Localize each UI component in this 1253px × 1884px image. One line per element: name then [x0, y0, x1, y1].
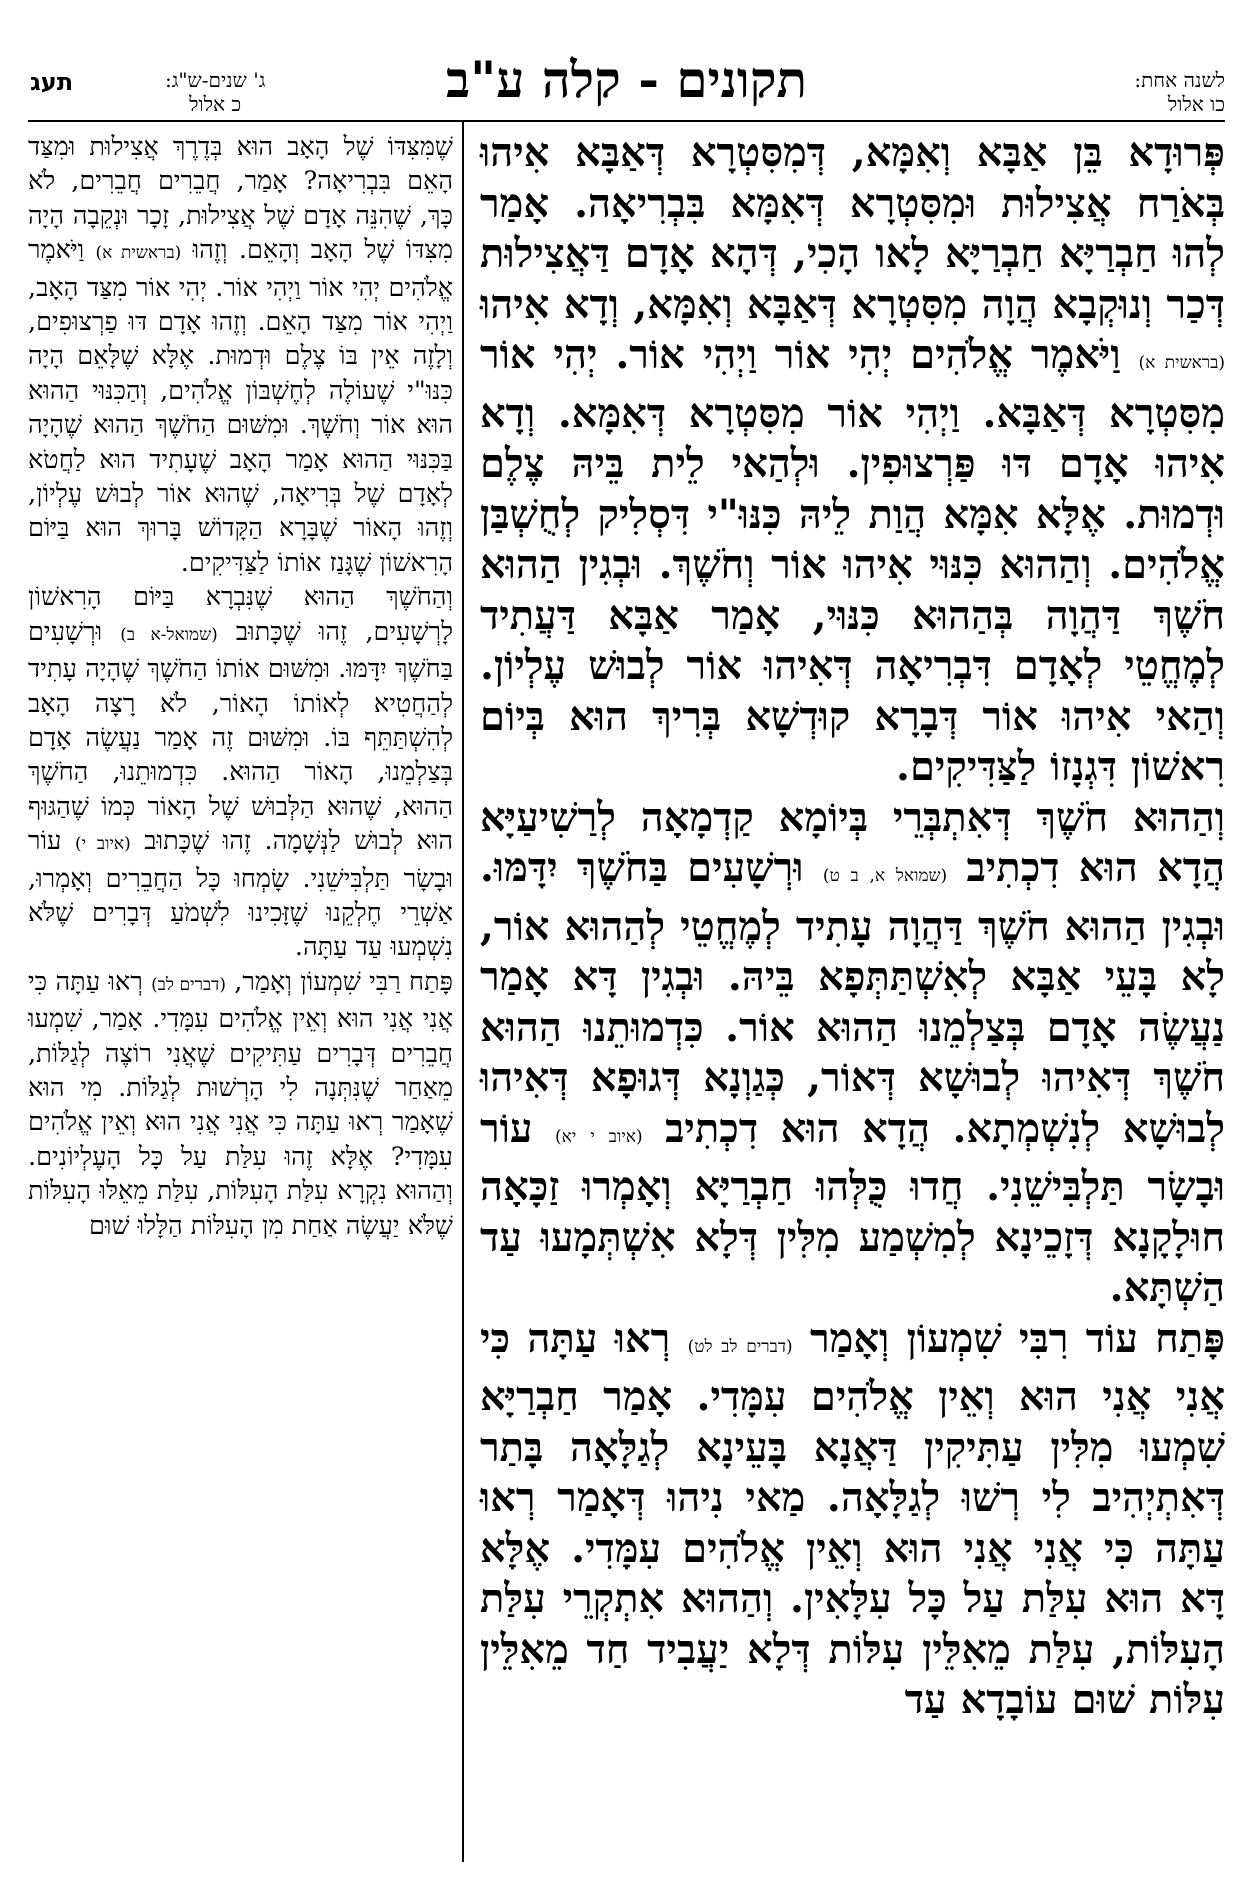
- source-citation: (בראשית א): [1138, 353, 1225, 373]
- schedule-one-year-label: לשנה אחת:: [1134, 68, 1225, 92]
- main-text-column: [480, 128, 1225, 1726]
- source-citation: (בראשית א): [95, 243, 182, 264]
- source-citation: (איוב י): [75, 834, 131, 855]
- main-text: וּרְשָׁעִים בַּחֹשֶׁךְ יִדָּמּוּ. וּבְגִין הַהוּא חֹשֶׁךְ דַּהֲוָה עָתִיד לְמֶחֱטֵי לְהַהוּא אוֹר, לָא בָּעֵי אַבָּא לְאִשְׁתַּתְּפָא בֵּיהּ. וּבְגִין דָּא אָמַר נַעֲשֶׂה אָדָם בְּצַלְמֵנוּ הַהוּא אוֹר. כִּדְמוּתֵנוּ הַהוּא חֹשֶׁךְ דְּאִיהוּ לְבוּשָׁא דְּאוֹר, כְּגַוְנָא דְּגוּפָא דְּאִיהוּ לְבוּשָׁא לְנִשְׁמְתָא. הֲדָא הוּא דִכְתִיב: [480, 844, 1225, 1152]
- schedule-three-years-date: כ אלול: [189, 92, 242, 116]
- main-text: פְּרוּדָא בֵּן אַבָּא וְאִמָּא, דְּמִסִּטְרָא דְּאַבָּא אִיהוּ בְּאֹרַח אֲצִילוּת וּמִסִּטְרָא דְּאִמָּא בִּבְרִיאָה. אָמַר לְהוּ חַבְרַיָּא חַבְרַיָּא לָאו הָכִי, דְּהָא אָדָם דַּאֲצִילוּת דְּכַר וְנוּקְבָא הֲוָה מִסִּטְרָא דְּאַבָּא וְאִמָּא, וְדָא אִיהוּ: [480, 129, 1226, 328]
- main-paragraph-3: [480, 1314, 1225, 1726]
- page-title: תקונים - קלה ע"ב: [446, 50, 807, 109]
- main-paragraph-1: [480, 128, 1225, 793]
- translation-text: וּרְשָׁעִים בַּחֹשֶׁךְ יִדָּמּוּ. וּמִשּׁוּם אוֹתוֹ הַחֹשֶׁךְ שֶׁהָיָה עָתִיד לְהַחֲטִיא לְאוֹתוֹ הָאוֹר, לֹא רָצָה הָאָב לְהִשְׁתַּתֵּף בּוֹ. וּמִשּׁוּם זֶה אָמַר נַעֲשֶׂה אָדָם בְּצַלְמֵנוּ, הָאוֹר הַהוּא. כִּדְמוּתֵנוּ, הַחֹשֶׁךְ הַהוּא, שֶׁהוּא הַלְּבוּשׁ שֶׁל הָאוֹר כְּמוֹ שֶׁהַגּוּף הוּא לְבוּשׁ לַנְּשָׁמָה. זֶהוּ שֶׁכָּתוּב: [28, 616, 454, 857]
- main-text: וַיֹּאמֶר אֱלֹהִים יְהִי אוֹר וַיְהִי אוֹר. יְהִי אוֹר מִסִּטְרָא דְּאַבָּא. וַיְהִי אוֹר מִסִּטְרָא דְּאִמָּא. וְדָא אִיהוּ אָדָם דּוּ פַּרְצוּפִין. וּלְהַאי לֵית בֵּיהּ צֶלֶם וּדְמוּת. אֶלָּא אִמָּא הֲוַת לֵיהּ כִּנּוּ"י דִּסְלִיק לְחֻשְׁבַּן אֱלֹהִים. וְהַהוּא כִּנּוּי אִיהוּ אוֹר וְחֹשֶׁךְ. וּבְגִין הַהוּא חֹשֶׁךְ דַּהֲוָה בְּהַהוּא כִּנּוּי, אָמַר אַבָּא דַּעֲתִיד לְמֶחֱטֵי לְאָדָם דִּבְרִיאָה דְּאִיהוּ אוֹר לְבוּשׁ עֶלְיוֹן. וְהַאי אִיהוּ אוֹר דְּבָרָא קוּדְשָׁא בְּרִיךְ הוּא בְּיוֹם רִאשׁוֹן דִּגְנָזוֹ לַצַּדִּיקִים.: [480, 331, 1225, 790]
- page-number: תעג: [30, 68, 74, 96]
- schedule-three-years-label: ג' שנים-ש"ג:: [165, 68, 266, 92]
- translation-paragraph-2: [28, 580, 453, 964]
- main-text: פָּתַח עוֹד רִבִּי שִׁמְעוֹן וְאָמַר: [809, 1314, 1225, 1362]
- source-citation: (דברים לב): [151, 974, 226, 995]
- main-paragraph-2: [480, 793, 1225, 1314]
- translation-text: פָּתַח רַבִּי שִׁמְעוֹן וְאָמַר,: [234, 966, 453, 997]
- translation-text: וְהַחֹשֶׁךְ הַהוּא שֶׁנִּבְרָא בַּיּוֹם הָרִאשׁוֹן לָרְשָׁעִים, זֶהוּ שֶׁכָּתוּב: [28, 582, 453, 647]
- header-rule: [28, 120, 1225, 122]
- schedule-one-year-date: כו אלול: [1167, 92, 1225, 116]
- translation-text: רְאוּ עַתָּה כִּי אֲנִי אֲנִי הוּא וְאֵין אֱלֹהִים עִמָּדִי. אָמַר, שִׁמְעוּ חֲבֵרִים דְּבָרִים עַתִּיקִים שֶׁאֲנִי רוֹצֶה לְגַלּוֹת, מֵאַחַר שֶׁנִּתְּנָה לִי הָרְשׁוּת לְגַלּוֹת. מִי הוּא שֶׁאָמַר רְאוּ עַתָּה כִּי אֲנִי אֲנִי הוּא וְאֵין אֱלֹהִים עִמָּדִי? אֶלָּא זֶהוּ עִלַּת עַל כָּל הָעֶלְיוֹנִים. וְהַהוּא נִקְרָא עִלַּת הָעִלּוֹת, עִלַּת מֵאֵלּוּ הָעִלּוֹת שֶׁלֹּא יַעֲשֶׂה אַחַת מִן הָעִלּוֹת הַלָּלוּ שׁוּם: [28, 966, 453, 1241]
- source-citation: (איוב י יא): [555, 1126, 643, 1147]
- schedule-one-year: [1134, 68, 1225, 116]
- translation-paragraph-3: [28, 965, 453, 1243]
- page-header: [0, 0, 1253, 116]
- main-text: רְאוּ עַתָּה כִּי אֲנִי אֲנִי הוּא וְאֵין אֱלֹהִים עִמָּדִי. אָמַר חַבְרַיָּא שִׁמְעוּ מִלִּין עַתִּיקִין דַּאֲנָא בָּעֵינָא לְגַלָּאָה בָּתַר דְּאִתְיְהִיב לִי רְשׁוּ לְגַלָּאָה. מַאי נִיהוּ דְּאָמַר רְאוּ עַתָּה כִּי אֲנִי אֲנִי הוּא וְאֵין אֱלֹהִים עִמָּדִי. אֶלָּא דָּא הוּא עִלַּת עַל כָּל עִלָּאִין. וְהַהוּא אִתְקְרֵי עִלַּת הָעִלּוֹת, עִלַּת מֵאִלֵּין עִלּוֹת דְּלָא יַעֲבִיד חַד מֵאִלֵּין עִלּוֹת שׁוּם עוֹבָדָא עַד: [480, 1314, 1225, 1723]
- translation-text: שֶׁמִּצִּדּוֹ שֶׁל הָאָב הוּא בְּדֶרֶךְ אֲצִילוּת וּמִצַּד הָאֵם בִּבְרִיאָה? אָמַר, חֲבֵרִים חֲבֵרִים, לֹא כָּךְ, שֶׁהִנֵּה אָדָם שֶׁל אֲצִילוּת, זָכָר וּנְקֵבָה הָיָה מִצִּדּוֹ שֶׁל הָאָב וְהָאֵם. וְזֶהוּ: [28, 132, 453, 266]
- main-text: וְהַהוּא חֹשֶׁךְ דְּאִתְבְּרֵי בְּיוֹמָא קַדְמָאָה לְרַשִׁיעַיָּא הֲדָא הוּא דִכְתִיב: [480, 793, 1225, 891]
- main-text: עוֹר וּבָשָׂר תַּלְבִּישֵׁנִי. חֲדוּ כֻּלְּהוּ חַבְרַיָּא וְאָמְרוּ זַכָּאָה חוּלָקָנָא דְּזָכֵינָא לְמִשְׁמַע מִלִּין דְּלָא אִשְׁתְּמָעוּ עַד הַשְׁתָּא.: [480, 1104, 1225, 1311]
- translation-text: וַיֹּאמֶר אֱלֹהִים יְהִי אוֹר וַיְהִי אוֹר. יְהִי אוֹר מִצַּד הָאָב, וַיְהִי אוֹר מִצַּד הָאֵם. וְזֶהוּ אָדָם דּוּ פַרְצוּפִים, וְלָזֶה אֵין בּוֹ צֶלֶם וּדְמוּת. אֶלָּא שֶׁלָּאֵם הָיָה כִּנּוּ"י שֶׁעוֹלֶה לְחֶשְׁבּוֹן אֱלֹהִים, וְהַכִּנּוּי הַהוּא הוּא אוֹר וְחֹשֶׁךְ. וּמִשּׁוּם הַחֹשֶׁךְ הַהוּא שֶׁהָיָה בַּכִּנּוּי הַהוּא אָמַר הָאָב שֶׁעָתִיד הוּא לַחֲטֹא לְאָדָם שֶׁל בְּרִיאָה, שֶׁהוּא אוֹר לְבוּשׁ עֶלְיוֹן, וְזֶהוּ הָאוֹר שֶׁבָּרָא הַקָּדוֹשׁ בָּרוּךְ הוּא בַּיּוֹם הָרִאשׁוֹן שֶׁגָּנַז אוֹתוֹ לַצַּדִּיקִים.: [28, 235, 453, 578]
- source-citation: (דברים לב לט): [687, 1336, 793, 1357]
- source-citation: (שמואל א, ב ט): [822, 866, 948, 886]
- column-divider: [462, 122, 464, 1862]
- source-citation: (שמואל-א ב): [120, 624, 218, 645]
- translation-paragraph-1: [28, 130, 453, 580]
- translation-text: עוֹר וּבָשָׂר תַּלְבִּישֵׁנִי. שָׂמְחוּ כָּל הַחֲבֵרִים וְאָמְרוּ, אַשְׁרֵי חֶלְקֵנוּ שֶׁזָּכִינוּ לִשְׁמֹעַ דְּבָרִים שֶׁלֹּא נִשְׁמְעוּ עַד עַתָּה.: [28, 826, 453, 963]
- translation-column: [28, 130, 453, 1243]
